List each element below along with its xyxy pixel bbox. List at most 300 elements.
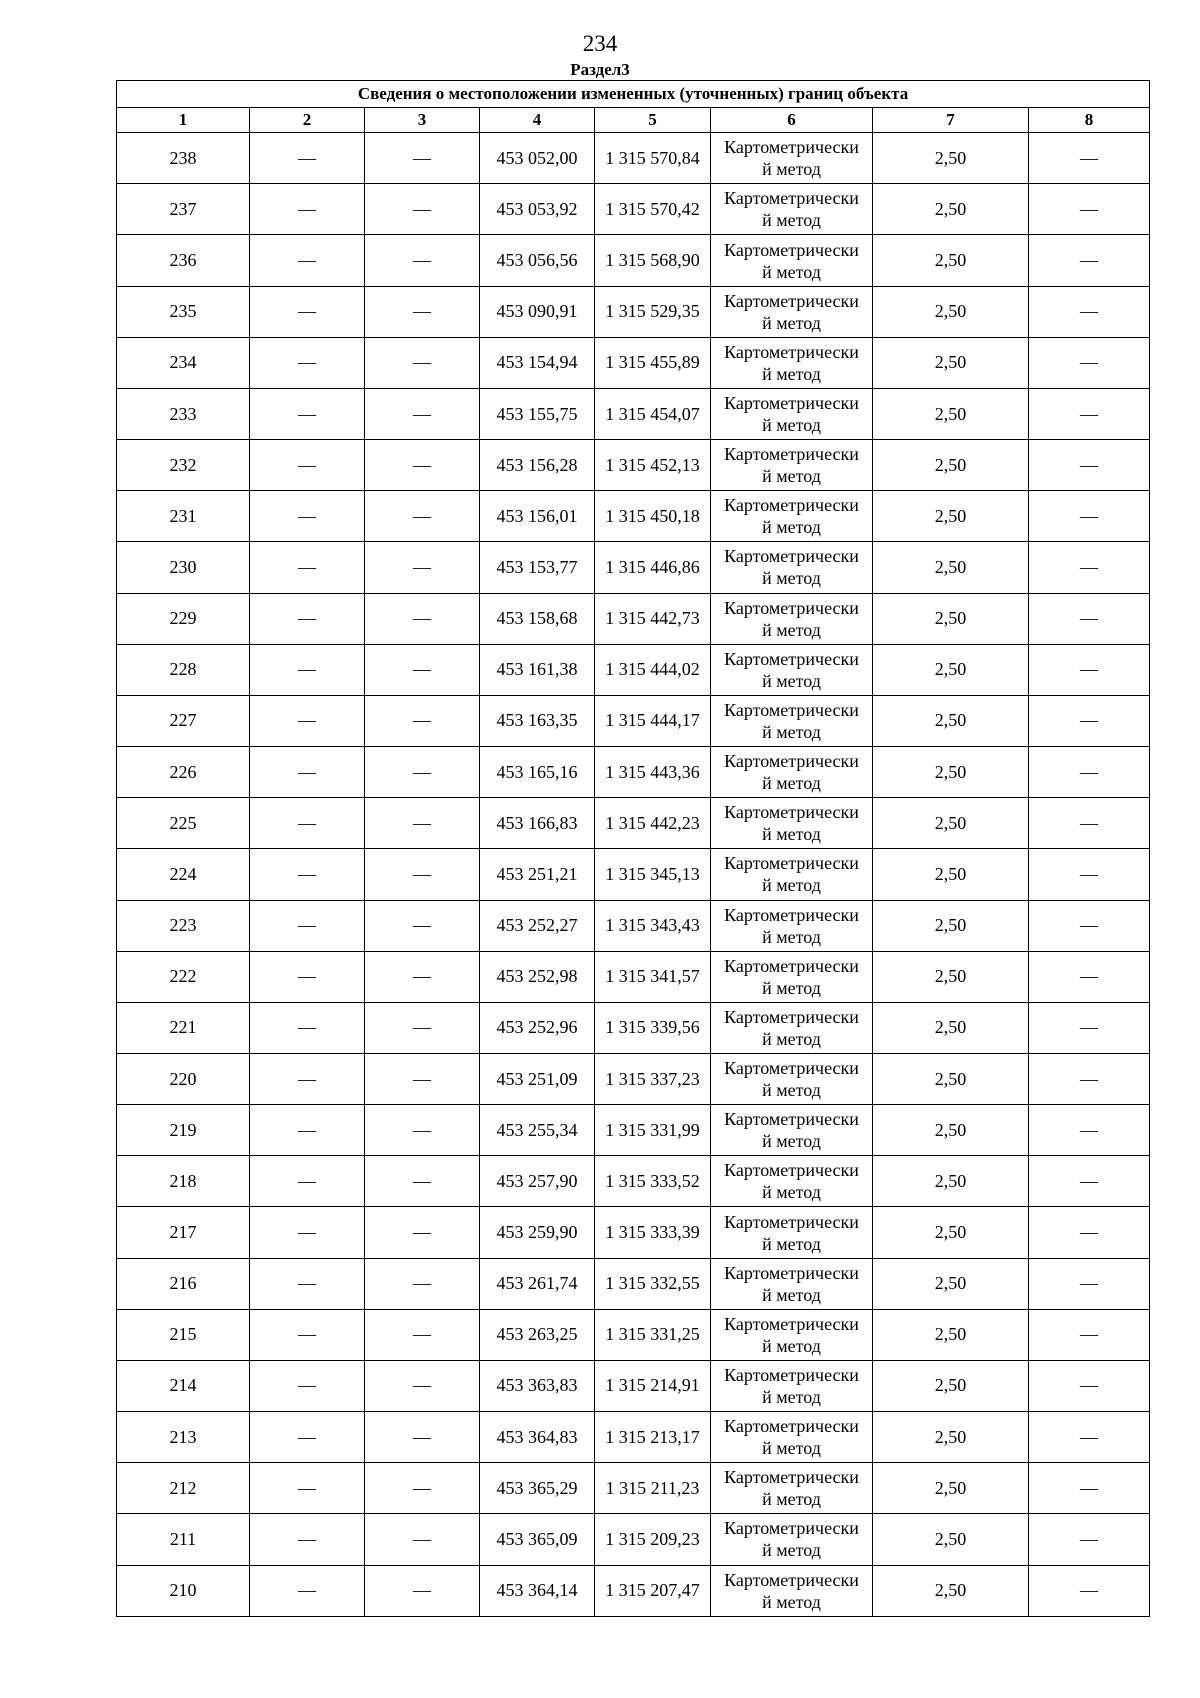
method-cell: [711, 900, 873, 951]
y-coordinate-cell: 1 315 452,13: [595, 440, 711, 491]
x-coordinate-cell: 453 261,74: [480, 1258, 595, 1309]
method-line-1: Картометрически: [724, 1416, 859, 1437]
method-line-1: Картометрически: [724, 1160, 859, 1181]
col2-cell: —: [250, 440, 365, 491]
column-number-5: 5: [595, 108, 711, 133]
col3-cell: —: [365, 798, 480, 849]
method-line-2: й метод: [762, 1131, 821, 1152]
col3-cell: —: [365, 900, 480, 951]
method-line-2: й метод: [762, 568, 821, 589]
col2-cell: —: [250, 1463, 365, 1514]
method-line-2: й метод: [762, 1080, 821, 1101]
x-coordinate-cell: 453 365,09: [480, 1514, 595, 1565]
accuracy-cell: 2,50: [873, 1105, 1029, 1156]
col3-cell: —: [365, 184, 480, 235]
table-row: [117, 235, 1150, 286]
column-number-row: [117, 108, 1150, 133]
y-coordinate-cell: 1 315 332,55: [595, 1258, 711, 1309]
y-coordinate-cell: 1 315 214,91: [595, 1360, 711, 1411]
method-cell: [711, 286, 873, 337]
table-row: [117, 337, 1150, 388]
method-cell: [711, 593, 873, 644]
col3-cell: —: [365, 440, 480, 491]
col8-cell: —: [1029, 1053, 1150, 1104]
col3-cell: —: [365, 235, 480, 286]
table-row: [117, 1565, 1150, 1616]
column-number-6: 6: [711, 108, 873, 133]
col2-cell: —: [250, 798, 365, 849]
col8-cell: —: [1029, 798, 1150, 849]
table-row: [117, 1360, 1150, 1411]
col8-cell: —: [1029, 388, 1150, 439]
col2-cell: —: [250, 951, 365, 1002]
table-row: [117, 1053, 1150, 1104]
col8-cell: —: [1029, 440, 1150, 491]
accuracy-cell: 2,50: [873, 695, 1029, 746]
y-coordinate-cell: 1 315 444,17: [595, 695, 711, 746]
point-number-cell: 210: [117, 1565, 250, 1616]
method-line-2: й метод: [762, 1284, 821, 1305]
method-line-1: Картометрически: [724, 1211, 859, 1232]
col8-cell: —: [1029, 337, 1150, 388]
table-row: [117, 747, 1150, 798]
col2-cell: —: [250, 235, 365, 286]
x-coordinate-cell: 453 252,27: [480, 900, 595, 951]
point-number-cell: 216: [117, 1258, 250, 1309]
col8-cell: —: [1029, 951, 1150, 1002]
point-number-cell: 217: [117, 1207, 250, 1258]
point-number-cell: 219: [117, 1105, 250, 1156]
method-line-2: й метод: [762, 1438, 821, 1459]
col8-cell: —: [1029, 542, 1150, 593]
point-number-cell: 212: [117, 1463, 250, 1514]
accuracy-cell: 2,50: [873, 235, 1029, 286]
method-line-1: Картометрически: [724, 239, 859, 260]
x-coordinate-cell: 453 053,92: [480, 184, 595, 235]
method-line-1: Картометрически: [724, 495, 859, 516]
col3-cell: —: [365, 1565, 480, 1616]
col2-cell: —: [250, 1514, 365, 1565]
method-line-1: Картометрически: [724, 853, 859, 874]
y-coordinate-cell: 1 315 454,07: [595, 388, 711, 439]
col3-cell: —: [365, 491, 480, 542]
x-coordinate-cell: 453 252,98: [480, 951, 595, 1002]
col8-cell: —: [1029, 593, 1150, 644]
table-row: [117, 184, 1150, 235]
method-cell: [711, 1514, 873, 1565]
col8-cell: —: [1029, 286, 1150, 337]
method-cell: [711, 491, 873, 542]
x-coordinate-cell: 453 363,83: [480, 1360, 595, 1411]
method-line-1: Картометрически: [724, 802, 859, 823]
col3-cell: —: [365, 388, 480, 439]
method-line-2: й метод: [762, 210, 821, 231]
method-cell: [711, 235, 873, 286]
method-line-1: Картометрически: [724, 699, 859, 720]
col2-cell: —: [250, 644, 365, 695]
col8-cell: —: [1029, 1463, 1150, 1514]
table-row: [117, 286, 1150, 337]
accuracy-cell: 2,50: [873, 951, 1029, 1002]
accuracy-cell: 2,50: [873, 1156, 1029, 1207]
table-row: [117, 1258, 1150, 1309]
col2-cell: —: [250, 1207, 365, 1258]
method-line-2: й метод: [762, 824, 821, 845]
col8-cell: —: [1029, 1360, 1150, 1411]
method-line-1: Картометрически: [724, 1109, 859, 1130]
method-cell: [711, 951, 873, 1002]
column-number-3: 3: [365, 108, 480, 133]
col3-cell: —: [365, 849, 480, 900]
col2-cell: —: [250, 542, 365, 593]
method-line-2: й метод: [762, 312, 821, 333]
method-line-2: й метод: [762, 1489, 821, 1510]
col3-cell: —: [365, 1105, 480, 1156]
method-cell: [711, 1053, 873, 1104]
method-cell: [711, 1105, 873, 1156]
table-row: [117, 644, 1150, 695]
col8-cell: —: [1029, 644, 1150, 695]
method-cell: [711, 133, 873, 184]
y-coordinate-cell: 1 315 207,47: [595, 1565, 711, 1616]
col8-cell: —: [1029, 1156, 1150, 1207]
point-number-cell: 226: [117, 747, 250, 798]
y-coordinate-cell: 1 315 213,17: [595, 1412, 711, 1463]
accuracy-cell: 2,50: [873, 184, 1029, 235]
method-line-1: Картометрически: [724, 955, 859, 976]
col2-cell: —: [250, 1360, 365, 1411]
col2-cell: —: [250, 1053, 365, 1104]
column-number-4: 4: [480, 108, 595, 133]
accuracy-cell: 2,50: [873, 1309, 1029, 1360]
col8-cell: —: [1029, 1514, 1150, 1565]
col2-cell: —: [250, 1156, 365, 1207]
col8-cell: —: [1029, 747, 1150, 798]
point-number-cell: 232: [117, 440, 250, 491]
col3-cell: —: [365, 747, 480, 798]
x-coordinate-cell: 453 153,77: [480, 542, 595, 593]
method-cell: [711, 1207, 873, 1258]
point-number-cell: 235: [117, 286, 250, 337]
point-number-cell: 221: [117, 1002, 250, 1053]
method-line-1: Картометрически: [724, 393, 859, 414]
x-coordinate-cell: 453 252,96: [480, 1002, 595, 1053]
method-line-2: й метод: [762, 773, 821, 794]
col8-cell: —: [1029, 1258, 1150, 1309]
y-coordinate-cell: 1 315 331,99: [595, 1105, 711, 1156]
method-cell: [711, 388, 873, 439]
method-line-1: Картометрически: [724, 137, 859, 158]
col3-cell: —: [365, 286, 480, 337]
col3-cell: —: [365, 593, 480, 644]
col8-cell: —: [1029, 1412, 1150, 1463]
method-line-1: Картометрически: [724, 597, 859, 618]
method-line-2: й метод: [762, 363, 821, 384]
method-cell: [711, 184, 873, 235]
method-line-2: й метод: [762, 1386, 821, 1407]
table-row: [117, 1309, 1150, 1360]
col8-cell: —: [1029, 695, 1150, 746]
col8-cell: —: [1029, 235, 1150, 286]
col2-cell: —: [250, 1258, 365, 1309]
col3-cell: —: [365, 1309, 480, 1360]
point-number-cell: 231: [117, 491, 250, 542]
col3-cell: —: [365, 951, 480, 1002]
method-cell: [711, 1360, 873, 1411]
accuracy-cell: 2,50: [873, 1002, 1029, 1053]
method-line-1: Картометрически: [724, 290, 859, 311]
x-coordinate-cell: 453 251,21: [480, 849, 595, 900]
method-line-2: й метод: [762, 1591, 821, 1612]
accuracy-cell: 2,50: [873, 133, 1029, 184]
method-line-1: Картометрически: [724, 1364, 859, 1385]
method-cell: [711, 1002, 873, 1053]
method-line-1: Картометрически: [724, 1058, 859, 1079]
method-line-1: Картометрически: [724, 188, 859, 209]
x-coordinate-cell: 453 251,09: [480, 1053, 595, 1104]
x-coordinate-cell: 453 052,00: [480, 133, 595, 184]
col8-cell: —: [1029, 849, 1150, 900]
accuracy-cell: 2,50: [873, 1207, 1029, 1258]
y-coordinate-cell: 1 315 209,23: [595, 1514, 711, 1565]
point-number-cell: 229: [117, 593, 250, 644]
method-line-2: й метод: [762, 619, 821, 640]
table-row: [117, 388, 1150, 439]
method-line-2: й метод: [762, 926, 821, 947]
y-coordinate-cell: 1 315 341,57: [595, 951, 711, 1002]
col2-cell: —: [250, 133, 365, 184]
method-line-2: й метод: [762, 1028, 821, 1049]
col2-cell: —: [250, 1565, 365, 1616]
accuracy-cell: 2,50: [873, 747, 1029, 798]
col8-cell: —: [1029, 900, 1150, 951]
col3-cell: —: [365, 1514, 480, 1565]
method-cell: [711, 695, 873, 746]
col2-cell: —: [250, 1412, 365, 1463]
table-caption: Сведения о местоположении измененных (уточненных) границ объекта: [117, 81, 1150, 108]
column-number-8: 8: [1029, 108, 1150, 133]
accuracy-cell: 2,50: [873, 644, 1029, 695]
accuracy-cell: 2,50: [873, 440, 1029, 491]
accuracy-cell: 2,50: [873, 1053, 1029, 1104]
y-coordinate-cell: 1 315 446,86: [595, 542, 711, 593]
method-line-2: й метод: [762, 517, 821, 538]
x-coordinate-cell: 453 365,29: [480, 1463, 595, 1514]
table-row: [117, 849, 1150, 900]
method-line-1: Картометрически: [724, 1006, 859, 1027]
table-row: [117, 1105, 1150, 1156]
y-coordinate-cell: 1 315 333,52: [595, 1156, 711, 1207]
point-number-cell: 223: [117, 900, 250, 951]
y-coordinate-cell: 1 315 333,39: [595, 1207, 711, 1258]
point-number-cell: 230: [117, 542, 250, 593]
method-line-2: й метод: [762, 1540, 821, 1561]
y-coordinate-cell: 1 315 211,23: [595, 1463, 711, 1514]
x-coordinate-cell: 453 364,83: [480, 1412, 595, 1463]
method-cell: [711, 542, 873, 593]
point-number-cell: 220: [117, 1053, 250, 1104]
col3-cell: —: [365, 695, 480, 746]
col2-cell: —: [250, 900, 365, 951]
accuracy-cell: 2,50: [873, 388, 1029, 439]
accuracy-cell: 2,50: [873, 491, 1029, 542]
col2-cell: —: [250, 1002, 365, 1053]
method-line-1: Картометрически: [724, 546, 859, 567]
method-cell: [711, 1258, 873, 1309]
x-coordinate-cell: 453 255,34: [480, 1105, 595, 1156]
method-line-2: й метод: [762, 670, 821, 691]
method-line-1: Картометрически: [724, 341, 859, 362]
col8-cell: —: [1029, 184, 1150, 235]
method-line-1: Картометрически: [724, 1518, 859, 1539]
col3-cell: —: [365, 542, 480, 593]
table-row: [117, 491, 1150, 542]
method-cell: [711, 747, 873, 798]
x-coordinate-cell: 453 056,56: [480, 235, 595, 286]
x-coordinate-cell: 453 259,90: [480, 1207, 595, 1258]
x-coordinate-cell: 453 090,91: [480, 286, 595, 337]
accuracy-cell: 2,50: [873, 1360, 1029, 1411]
boundary-table: [116, 80, 1150, 1617]
point-number-cell: 224: [117, 849, 250, 900]
accuracy-cell: 2,50: [873, 849, 1029, 900]
y-coordinate-cell: 1 315 345,13: [595, 849, 711, 900]
accuracy-cell: 2,50: [873, 1258, 1029, 1309]
point-number-cell: 222: [117, 951, 250, 1002]
method-line-2: й метод: [762, 1335, 821, 1356]
point-number-cell: 211: [117, 1514, 250, 1565]
col8-cell: —: [1029, 133, 1150, 184]
accuracy-cell: 2,50: [873, 337, 1029, 388]
table-row: [117, 1156, 1150, 1207]
method-line-1: Картометрически: [724, 444, 859, 465]
col8-cell: —: [1029, 1207, 1150, 1258]
y-coordinate-cell: 1 315 443,36: [595, 747, 711, 798]
x-coordinate-cell: 453 165,16: [480, 747, 595, 798]
accuracy-cell: 2,50: [873, 1514, 1029, 1565]
x-coordinate-cell: 453 263,25: [480, 1309, 595, 1360]
accuracy-cell: 2,50: [873, 798, 1029, 849]
table-row: [117, 542, 1150, 593]
col3-cell: —: [365, 337, 480, 388]
y-coordinate-cell: 1 315 337,23: [595, 1053, 711, 1104]
point-number-cell: 225: [117, 798, 250, 849]
col3-cell: —: [365, 1258, 480, 1309]
col2-cell: —: [250, 695, 365, 746]
method-cell: [711, 1156, 873, 1207]
col3-cell: —: [365, 1412, 480, 1463]
x-coordinate-cell: 453 156,28: [480, 440, 595, 491]
method-line-2: й метод: [762, 1182, 821, 1203]
y-coordinate-cell: 1 315 568,90: [595, 235, 711, 286]
method-line-1: Картометрически: [724, 904, 859, 925]
method-cell: [711, 1463, 873, 1514]
column-number-2: 2: [250, 108, 365, 133]
x-coordinate-cell: 453 161,38: [480, 644, 595, 695]
col2-cell: —: [250, 388, 365, 439]
col3-cell: —: [365, 1463, 480, 1514]
point-number-cell: 233: [117, 388, 250, 439]
col2-cell: —: [250, 337, 365, 388]
point-number-cell: 234: [117, 337, 250, 388]
y-coordinate-cell: 1 315 570,84: [595, 133, 711, 184]
accuracy-cell: 2,50: [873, 593, 1029, 644]
point-number-cell: 214: [117, 1360, 250, 1411]
y-coordinate-cell: 1 315 529,35: [595, 286, 711, 337]
method-line-2: й метод: [762, 1233, 821, 1254]
method-cell: [711, 337, 873, 388]
col2-cell: —: [250, 491, 365, 542]
y-coordinate-cell: 1 315 455,89: [595, 337, 711, 388]
col2-cell: —: [250, 1105, 365, 1156]
table-row: [117, 1207, 1150, 1258]
x-coordinate-cell: 453 155,75: [480, 388, 595, 439]
accuracy-cell: 2,50: [873, 1565, 1029, 1616]
method-cell: [711, 644, 873, 695]
method-cell: [711, 440, 873, 491]
method-cell: [711, 798, 873, 849]
method-line-1: Картометрически: [724, 1467, 859, 1488]
point-number-cell: 236: [117, 235, 250, 286]
col2-cell: —: [250, 849, 365, 900]
method-cell: [711, 1309, 873, 1360]
y-coordinate-cell: 1 315 343,43: [595, 900, 711, 951]
x-coordinate-cell: 453 257,90: [480, 1156, 595, 1207]
table-row: [117, 133, 1150, 184]
accuracy-cell: 2,50: [873, 286, 1029, 337]
method-line-2: й метод: [762, 261, 821, 282]
col3-cell: —: [365, 1207, 480, 1258]
col3-cell: —: [365, 1053, 480, 1104]
method-line-2: й метод: [762, 415, 821, 436]
col8-cell: —: [1029, 491, 1150, 542]
col2-cell: —: [250, 747, 365, 798]
table-row: [117, 1412, 1150, 1463]
table-row: [117, 440, 1150, 491]
column-number-1: 1: [117, 108, 250, 133]
table-row: [117, 1514, 1150, 1565]
table-row: [117, 798, 1150, 849]
x-coordinate-cell: 453 163,35: [480, 695, 595, 746]
point-number-cell: 213: [117, 1412, 250, 1463]
page-number: 234: [582, 31, 618, 56]
accuracy-cell: 2,50: [873, 1412, 1029, 1463]
point-number-cell: 227: [117, 695, 250, 746]
y-coordinate-cell: 1 315 339,56: [595, 1002, 711, 1053]
point-number-cell: 238: [117, 133, 250, 184]
table-row: [117, 1002, 1150, 1053]
table-caption-row: [117, 81, 1150, 108]
table-row: [117, 593, 1150, 644]
point-number-cell: 215: [117, 1309, 250, 1360]
method-line-2: й метод: [762, 466, 821, 487]
y-coordinate-cell: 1 315 331,25: [595, 1309, 711, 1360]
method-line-1: Картометрически: [724, 1313, 859, 1334]
method-line-1: Картометрически: [724, 1569, 859, 1590]
col2-cell: —: [250, 593, 365, 644]
method-cell: [711, 1565, 873, 1616]
accuracy-cell: 2,50: [873, 542, 1029, 593]
method-line-1: Картометрически: [724, 648, 859, 669]
y-coordinate-cell: 1 315 444,02: [595, 644, 711, 695]
col3-cell: —: [365, 1156, 480, 1207]
table-row: [117, 951, 1150, 1002]
y-coordinate-cell: 1 315 450,18: [595, 491, 711, 542]
point-number-cell: 228: [117, 644, 250, 695]
method-line-2: й метод: [762, 721, 821, 742]
table-row: [117, 1463, 1150, 1514]
col8-cell: —: [1029, 1002, 1150, 1053]
